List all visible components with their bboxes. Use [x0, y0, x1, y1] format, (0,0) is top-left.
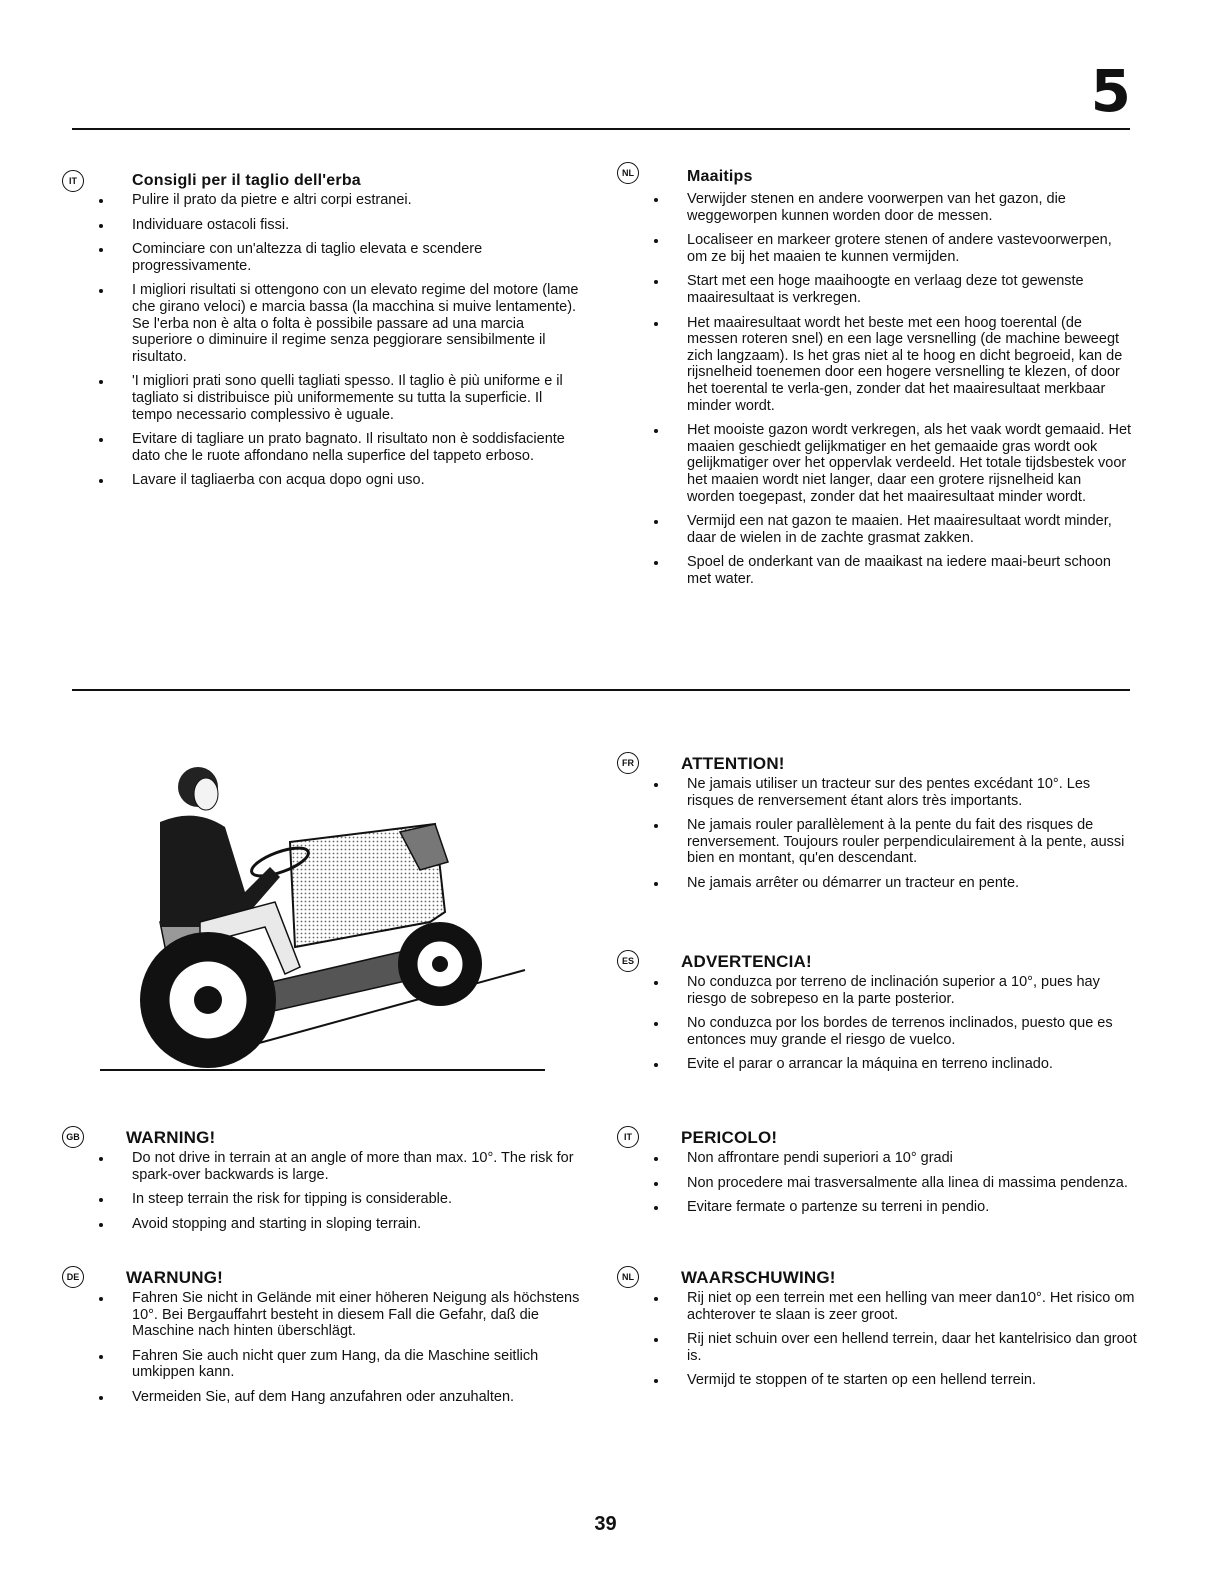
section-it-mowing-tips — [62, 170, 582, 497]
bullet-list — [62, 192, 582, 489]
language-badge-icon: ES — [617, 950, 639, 972]
chapter-number: 5 — [1090, 57, 1131, 125]
list-item: Evitare di tagliare un prato bagnato. Il risultato non è soddisfaciente dato che le ruote affondano nella superfice del tappeto erboso. — [62, 431, 582, 464]
language-badge-icon: NL — [617, 1266, 639, 1288]
section-title: PERICOLO! — [681, 1128, 778, 1147]
list-item: 'I migliori prati sono quelli tagliati spesso. Il taglio è più uniforme e il tagliato si distribuisce più uniformemente su tutta la superficie. Il tempo necessario complessivo è uguale. — [62, 373, 582, 423]
section-title: WAARSCHUWING! — [681, 1268, 836, 1287]
list-item: Vermijd te stoppen of te starten op een hellend terrein. — [617, 1372, 1137, 1389]
list-item: Fahren Sie nicht in Gelände mit einer höheren Neigung als höchstens 10°. Bei Bergauffahrt besteht in diesem Fall die Gefahr, daß die Maschine nach hinten überschlägt. — [62, 1290, 592, 1340]
list-item: Ne jamais arrêter ou démarrer un tracteur en pente. — [617, 875, 1137, 892]
list-item: Evitare fermate o partenze su terreni in pendio. — [617, 1199, 1137, 1216]
section-es-advertencia — [617, 950, 1137, 1081]
section-it-pericolo — [617, 1126, 1137, 1224]
list-item: Het maairesultaat wordt het beste met een hoog toerental (de messen roteren snel) en een lage versnelling (de machine beweegt zich langzaam). Is het gras niet al te hoog en dicht begroeid, kan de rijsnelheid toenemen door een hogere versnelling te klezen, of door het toerental te verla-gen, zonder dat het maairesultaat merkbaar minder wordt. — [617, 315, 1132, 415]
section-header — [617, 162, 1132, 192]
list-item: Lavare il tagliaerba con acqua dopo ogni uso. — [62, 472, 582, 489]
section-divider — [72, 689, 1130, 691]
list-item: Do not drive in terrain at an angle of more than max. 10°. The risk for spark-over backwards is large. — [62, 1150, 592, 1183]
bullet-list — [62, 1150, 592, 1232]
list-item: Rij niet op een terrein met een helling van meer dan10°. Het risico om achterover te slaan is zeer groot. — [617, 1290, 1137, 1323]
list-item: Pulire il prato da pietre e altri corpi estranei. — [62, 192, 582, 209]
section-nl-waarschuwing — [617, 1266, 1137, 1397]
list-item: Ne jamais utiliser un tracteur sur des pentes excédant 10°. Les risques de renversement étant alors très importants. — [617, 776, 1137, 809]
list-item: Avoid stopping and starting in sloping terrain. — [62, 1216, 592, 1233]
bullet-list — [617, 1290, 1137, 1389]
list-item: Cominciare con un'altezza di taglio elevata e scendere progressivamente. — [62, 241, 582, 274]
list-item: Non affrontare pendi superiori a 10° gradi — [617, 1150, 1137, 1167]
list-item: Vermijd een nat gazon te maaien. Het maairesultaat wordt minder, daar de wielen in de zachte grasmat zakken. — [617, 513, 1132, 546]
section-title: ADVERTENCIA! — [681, 952, 812, 971]
language-badge-icon: NL — [617, 162, 639, 184]
section-fr-attention — [617, 752, 1137, 900]
bullet-list — [617, 191, 1132, 587]
section-gb-warning — [62, 1126, 592, 1240]
list-item: Start met een hoge maaihoogte en verlaag deze tot gewenste maairesultaat is verkregen. — [617, 273, 1132, 306]
section-title: ATTENTION! — [681, 754, 785, 773]
bullet-list — [617, 776, 1137, 892]
page-number: 39 — [594, 1513, 617, 1535]
list-item: In steep terrain the risk for tipping is considerable. — [62, 1191, 592, 1208]
list-item: Vermeiden Sie, auf dem Hang anzufahren oder anzuhalten. — [62, 1389, 592, 1406]
language-badge-icon: IT — [617, 1126, 639, 1148]
header-divider — [72, 128, 1130, 130]
list-item: Ne jamais rouler parallèlement à la pente du fait des risques de renversement. Toujours rouler perpendiculairement à la pente, aussi bien en montant, qu'en descendant. — [617, 817, 1137, 867]
list-item: Verwijder stenen en andere voorwerpen van het gazon, die weggeworpen kunnen worden door de messen. — [617, 191, 1132, 224]
section-title: WARNUNG! — [126, 1268, 223, 1287]
list-item: Non procedere mai trasversalmente alla linea di massima pendenza. — [617, 1175, 1137, 1192]
section-de-warnung — [62, 1266, 592, 1414]
language-badge-icon: IT — [62, 170, 84, 192]
list-item: No conduzca por terreno de inclinación superior a 10°, pues hay riesgo de sobrepeso en la parte posterior. — [617, 974, 1137, 1007]
language-badge-icon: DE — [62, 1266, 84, 1288]
bullet-list — [62, 1290, 592, 1406]
tractor-on-slope-illustration — [100, 752, 560, 1082]
list-item: Rij niet schuin over een hellend terrein, daar het kantelrisico dan groot is. — [617, 1331, 1137, 1364]
section-nl-mowing-tips — [617, 162, 1132, 595]
list-item: Evite el parar o arrancar la máquina en terreno inclinado. — [617, 1056, 1137, 1073]
list-item: Fahren Sie auch nicht quer zum Hang, da die Maschine seitlich umkippen kann. — [62, 1348, 592, 1381]
list-item: Individuare ostacoli fissi. — [62, 217, 582, 234]
list-item: I migliori risultati si ottengono con un elevato regime del motore (lame che girano veloci) e marcia bassa (la macchina si muive lentamente). Se l'erba non è alta o folta è possibile passare ad una marcia superiore o diminuire il regime senza peggiorare sensibilmente il risultato. — [62, 282, 582, 365]
section-title: Consigli per il taglio dell'erba — [132, 172, 361, 189]
list-item: Localiseer en markeer grotere stenen of andere vastevoorwerpen, om ze bij het maaien te kunnen vermijden. — [617, 232, 1132, 265]
language-badge-icon: GB — [62, 1126, 84, 1148]
list-item: Het mooiste gazon wordt verkregen, als het vaak wordt gemaaid. Het maaien geschiedt gelijkmatiger en het gemaaide gras wordt ook gelijkmatiger over het oppervlak verdeeld. Het totale tijdsbestek voor het maaien wordt niet langer, daar een grotere rijsnelheid kan worden toegepast, zonder dat het maairesultaat minder wordt. — [617, 422, 1132, 505]
bullet-list — [617, 974, 1137, 1073]
section-title: WARNING! — [126, 1128, 216, 1147]
language-badge-icon: FR — [617, 752, 639, 774]
section-title: Maaitips — [687, 168, 753, 185]
bullet-list — [617, 1150, 1137, 1216]
list-item: No conduzca por los bordes de terrenos inclinados, puesto que es entonces muy grande el riesgo de vuelco. — [617, 1015, 1137, 1048]
list-item: Spoel de onderkant van de maaikast na iedere maai-beurt schoon met water. — [617, 554, 1132, 587]
